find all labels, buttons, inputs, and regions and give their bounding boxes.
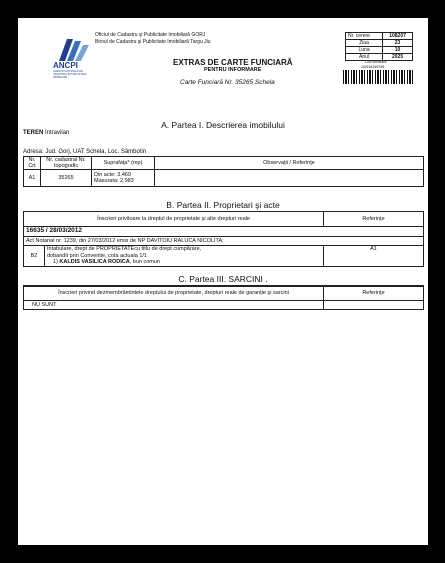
- inscription-text: [45, 246, 324, 267]
- land-type: [23, 130, 69, 137]
- part-c-col-ref: Referinţe: [324, 286, 424, 301]
- entry-id: 16635 / 28/03/2012: [24, 227, 424, 237]
- row-area: [92, 170, 155, 187]
- request-row-number: [346, 33, 413, 40]
- request-year-value: 2025: [383, 54, 413, 61]
- row-code: B2: [24, 246, 45, 267]
- document-subtitle: PENTRU INFORMARE: [204, 67, 262, 73]
- request-row-day: [346, 40, 413, 47]
- request-month-value: 10: [383, 47, 413, 54]
- col-area: Suprafaţa* (mp): [92, 157, 155, 170]
- col-cadastral: Nr. cadastral Nr. topografic: [41, 157, 92, 170]
- part-c-header-row-main: [24, 286, 424, 301]
- logo-subtext: AGENŢIA NAŢIONALĂ DE CADASTRU ŞI PUBLICITATE IMOBILIARĂ: [53, 70, 87, 79]
- land-type-bold: TEREN: [23, 130, 44, 136]
- request-day-value: 23: [383, 40, 413, 47]
- ancpi-logo: [53, 33, 93, 83]
- owner-rest: , bun comun: [129, 259, 160, 265]
- document-page: [18, 18, 428, 545]
- row-observations: [155, 170, 424, 187]
- col-observations: Observaţii / Referinţe: [155, 157, 424, 170]
- row-reference: A1: [324, 246, 424, 267]
- office-line-2: Biroul de Cadastru şi Publicitate Imobiliară Targu Jiu: [95, 39, 211, 45]
- ancpi-logo-graphic: [53, 33, 93, 63]
- owner-number: 1): [53, 259, 58, 265]
- part-c-ref-value: [324, 301, 424, 310]
- part-b-data-row: [24, 246, 424, 267]
- part-b-col-ref: Referinţe: [324, 212, 424, 227]
- row-cadastral: 35265: [41, 170, 92, 187]
- request-day-label: Ziua: [346, 40, 383, 47]
- part-a-header-row: [24, 157, 424, 170]
- part-a-table: [23, 156, 424, 187]
- cf-number: Carte Funciară Nr. 35265 Schela: [180, 79, 275, 86]
- part-c-value: NU SUNT: [24, 301, 324, 310]
- part-a-data-row: [24, 170, 424, 187]
- part-a-heading: A. Partea I. Descrierea imobilului: [161, 120, 285, 130]
- part-b-act-row: [24, 237, 424, 246]
- owner-name: KALDIS VASILICA RODICA: [59, 259, 130, 265]
- part-c-table-main: [23, 285, 424, 310]
- part-c-data-row: [24, 301, 424, 310]
- office-line-1: Oficiul de Cadastru şi Publicitate Imobiliară GORJ: [95, 32, 206, 38]
- act-notarial: Act Notarial nr. 1239, din 27/03/2012 emis de NP DAVITOIU RALUCA NICOLITA;: [24, 237, 424, 246]
- part-c-heading: C. Partea III. SARCINI .: [178, 274, 268, 284]
- part-b-entry-row: [24, 227, 424, 237]
- request-number-value: 108207: [383, 33, 413, 40]
- request-year-label: Anul: [346, 54, 383, 61]
- area-acte: Din acte: 3.469: [94, 172, 131, 178]
- land-type-rest: Intravilan: [45, 130, 70, 136]
- document-title: EXTRAS DE CARTE FUNCIARĂ: [173, 58, 293, 67]
- part-b-table: [23, 211, 424, 267]
- col-nr-crt: Nr. Crt: [24, 157, 41, 170]
- row-crt: A1: [24, 170, 41, 187]
- inscription-line-2: dobandit prin Conventie, cota actuala 1/1: [47, 252, 147, 259]
- address: Adresa: Jud. Gorj, UAT Schela, Loc. Sâmbotin: [23, 149, 147, 155]
- request-row-month: [346, 47, 413, 54]
- part-b-col-main: Înscrieri privitoare la dreptul de proprietate şi alte drepturi reale: [24, 212, 324, 227]
- barcode: [343, 70, 415, 84]
- area-masurata: Masurata: 2.983: [94, 178, 134, 184]
- inscription-line-1: Intabulare, drept de PROPRIETATEcu titlu de drept cumpărare,: [47, 246, 202, 252]
- request-month-label: Luna: [346, 47, 383, 54]
- part-b-header-row: [24, 212, 424, 227]
- part-b-heading: B. Partea II. Proprietari şi acte: [166, 200, 280, 210]
- owner-line: [47, 259, 321, 266]
- part-c-col-main: Înscrieri privind dezmembrămintele dreptului de proprietate, drepturi reale de garanţie şi sarcini: [24, 286, 324, 301]
- request-box: [345, 32, 413, 61]
- verification-code: 100161159708: [361, 65, 385, 69]
- request-number-label: Nr. cerere: [346, 33, 383, 40]
- verification-label: Cod verificare: [365, 60, 387, 64]
- logo-text: ANCPI: [53, 61, 78, 70]
